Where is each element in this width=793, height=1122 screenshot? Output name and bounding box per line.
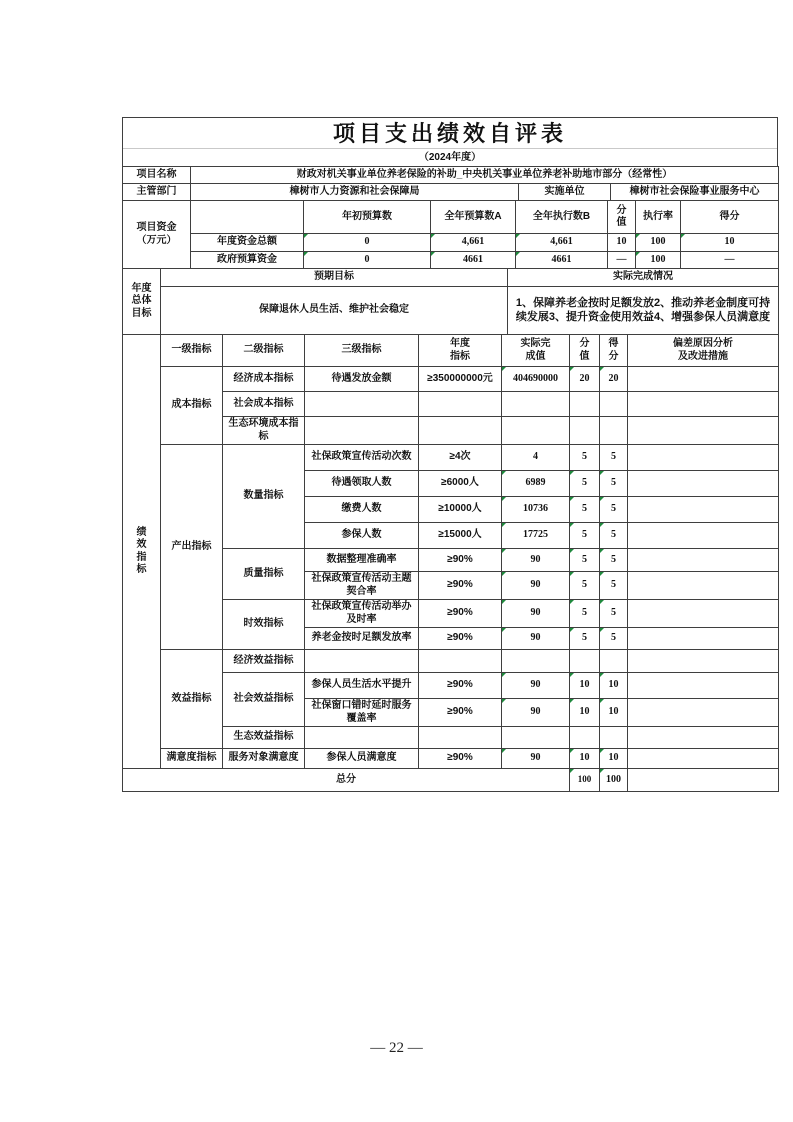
- cell-actual: 6989: [502, 471, 570, 497]
- funding-row-budget: 4661: [431, 252, 516, 269]
- cell-level2: 时效指标: [223, 600, 305, 650]
- cell-score: 5: [600, 600, 628, 628]
- cell-target: ≥6000人: [419, 471, 502, 497]
- cell-target: ≥90%: [419, 699, 502, 727]
- cell-level3: 养老金按时足额发放率: [305, 628, 419, 650]
- actual-completion-text: 1、保障养老金按时足额发放2、推动养老金制度可持续发展3、提升资金使用效益4、增强参保人员满意度: [508, 287, 779, 335]
- cell-points: 10: [570, 699, 600, 727]
- col-header-deviation: 偏差原因分析及改进措施: [628, 335, 779, 367]
- funding-row-name: 年度资金总额: [191, 234, 304, 252]
- funding-col-rate: 执行率: [636, 201, 681, 234]
- expected-goal-text: 保障退休人员生活、维护社会稳定: [161, 287, 508, 335]
- cell-points: 5: [570, 600, 600, 628]
- group-satisfaction: 满意度指标: [161, 749, 223, 769]
- cell-level3: 社保政策宣传活动次数: [305, 445, 419, 471]
- funding-sublabel-blank: [191, 201, 304, 234]
- cell-score: 5: [600, 572, 628, 600]
- funding-row-rate: 100: [636, 252, 681, 269]
- cell-level3: 参保人员满意度: [305, 749, 419, 769]
- cell-points: 10: [570, 749, 600, 769]
- cell-actual: 10736: [502, 497, 570, 523]
- indicator-row: [123, 650, 779, 673]
- cell-actual: 4: [502, 445, 570, 471]
- cell-points: 5: [570, 471, 600, 497]
- cell-deviation: [628, 471, 779, 497]
- cell-actual: 17725: [502, 523, 570, 549]
- cell-points: [570, 727, 600, 749]
- cell-level3: 社保窗口错时延时服务覆盖率: [305, 699, 419, 727]
- cell-level2: 生态效益指标: [223, 727, 305, 749]
- cell-level3: 缴费人数: [305, 497, 419, 523]
- actual-completion-header: 实际完成情况: [508, 269, 779, 287]
- col-header-points: 分值: [570, 335, 600, 367]
- cell-target: ≥90%: [419, 572, 502, 600]
- cell-level3: [305, 392, 419, 417]
- group-benefit: 效益指标: [161, 650, 223, 749]
- cell-level2: 社会成本指标: [223, 392, 305, 417]
- cell-deviation: [628, 367, 779, 392]
- total-deviation: [628, 769, 779, 792]
- cell-actual: 90: [502, 600, 570, 628]
- cell-level3: [305, 650, 419, 673]
- cell-score: 10: [600, 749, 628, 769]
- indicator-row: [123, 749, 779, 769]
- project-info-table: [122, 166, 779, 201]
- cell-actual: 90: [502, 749, 570, 769]
- cell-deviation: [628, 650, 779, 673]
- cell-points: [570, 392, 600, 417]
- col-header-level2: 二级指标: [223, 335, 305, 367]
- funding-table: [122, 200, 779, 269]
- funding-row-initial: 0: [304, 234, 431, 252]
- cell-deviation: [628, 392, 779, 417]
- cell-level2: 社会效益指标: [223, 673, 305, 727]
- cell-deviation: [628, 417, 779, 445]
- cell-score: 5: [600, 628, 628, 650]
- funding-row-initial: 0: [304, 252, 431, 269]
- funding-row-value: 10: [608, 234, 636, 252]
- impl-unit-label: 实施单位: [519, 184, 611, 201]
- cell-points: 5: [570, 628, 600, 650]
- cell-score: 10: [600, 673, 628, 699]
- cell-level3: 数据整理准确率: [305, 549, 419, 572]
- cell-target: ≥90%: [419, 628, 502, 650]
- cell-deviation: [628, 673, 779, 699]
- cell-score: [600, 727, 628, 749]
- cell-level2: 经济成本指标: [223, 367, 305, 392]
- performance-indicators-table: [122, 334, 779, 769]
- funding-row-exec: 4,661: [516, 234, 608, 252]
- col-header-actual-value: 实际完成值: [502, 335, 570, 367]
- cell-level2: 数量指标: [223, 445, 305, 549]
- page-title: 项目支出绩效自评表: [123, 118, 777, 149]
- total-score-table: [122, 768, 779, 792]
- funding-label: 项目资金（万元）: [123, 201, 191, 269]
- cell-score: 10: [600, 699, 628, 727]
- total-score: 100: [600, 769, 628, 792]
- cell-points: [570, 417, 600, 445]
- funding-row-value: —: [608, 252, 636, 269]
- cell-deviation: [628, 523, 779, 549]
- cell-level3: 参保人数: [305, 523, 419, 549]
- cell-target: ≥4次: [419, 445, 502, 471]
- cell-deviation: [628, 549, 779, 572]
- title-block: [122, 117, 778, 167]
- group-output: 产出指标: [161, 445, 223, 650]
- cell-points: 10: [570, 673, 600, 699]
- cell-target: [419, 417, 502, 445]
- cell-level2: 生态环境成本指标: [223, 417, 305, 445]
- cell-deviation: [628, 628, 779, 650]
- cell-actual: 90: [502, 699, 570, 727]
- cell-target: ≥10000人: [419, 497, 502, 523]
- cell-target: ≥90%: [419, 673, 502, 699]
- funding-row-budget: 4,661: [431, 234, 516, 252]
- funding-row-rate: 100: [636, 234, 681, 252]
- performance-side-label: 绩效指标: [123, 335, 161, 769]
- expected-goal-header: 预期目标: [161, 269, 508, 287]
- annual-goal-label: 年度总体目标: [123, 269, 161, 335]
- funding-col-budget: 全年预算数A: [431, 201, 516, 234]
- cell-level2: 服务对象满意度: [223, 749, 305, 769]
- cell-level3: 社保政策宣传活动主题契合率: [305, 572, 419, 600]
- cell-target: [419, 392, 502, 417]
- cell-target: ≥350000000元: [419, 367, 502, 392]
- page-number: — 22 —: [370, 1040, 423, 1056]
- funding-col-exec: 全年执行数B: [516, 201, 608, 234]
- cell-points: 5: [570, 497, 600, 523]
- project-name-label: 项目名称: [123, 167, 191, 184]
- cell-deviation: [628, 572, 779, 600]
- cell-deviation: [628, 600, 779, 628]
- funding-row-score: 10: [681, 234, 779, 252]
- cell-target: ≥90%: [419, 749, 502, 769]
- indicator-row: [123, 445, 779, 471]
- cell-target: [419, 650, 502, 673]
- funding-row-name: 政府预算资金: [191, 252, 304, 269]
- funding-row-score: —: [681, 252, 779, 269]
- cell-score: [600, 392, 628, 417]
- cell-score: [600, 650, 628, 673]
- group-cost: 成本指标: [161, 367, 223, 445]
- cell-score: [600, 417, 628, 445]
- annual-goal-table: [122, 268, 779, 335]
- cell-actual: 404690000: [502, 367, 570, 392]
- page-subtitle: （2024年度）: [418, 152, 482, 163]
- cell-score: 5: [600, 445, 628, 471]
- impl-unit-value: 樟树市社会保险事业服务中心: [611, 184, 779, 201]
- total-label: 总分: [123, 769, 570, 792]
- cell-score: 5: [600, 497, 628, 523]
- cell-actual: 90: [502, 673, 570, 699]
- cell-target: [419, 727, 502, 749]
- cell-deviation: [628, 749, 779, 769]
- cell-score: 5: [600, 523, 628, 549]
- cell-deviation: [628, 727, 779, 749]
- cell-points: 5: [570, 445, 600, 471]
- cell-level2: 质量指标: [223, 549, 305, 600]
- cell-actual: 90: [502, 572, 570, 600]
- cell-actual: [502, 392, 570, 417]
- cell-deviation: [628, 445, 779, 471]
- cell-deviation: [628, 497, 779, 523]
- cell-actual: [502, 727, 570, 749]
- cell-target: ≥90%: [419, 549, 502, 572]
- cell-points: [570, 650, 600, 673]
- cell-deviation: [628, 699, 779, 727]
- cell-actual: 90: [502, 628, 570, 650]
- funding-col-value: 分值: [608, 201, 636, 234]
- cell-actual: [502, 650, 570, 673]
- cell-target: ≥15000人: [419, 523, 502, 549]
- funding-col-initial: 年初预算数: [304, 201, 431, 234]
- cell-level3: [305, 417, 419, 445]
- cell-actual: [502, 417, 570, 445]
- cell-points: 5: [570, 549, 600, 572]
- cell-level3: 参保人员生活水平提升: [305, 673, 419, 699]
- dept-value: 樟树市人力资源和社会保障局: [191, 184, 519, 201]
- cell-points: 5: [570, 523, 600, 549]
- total-points: 100: [570, 769, 600, 792]
- indicator-row: [123, 367, 779, 392]
- project-name-value: 财政对机关事业单位养老保险的补助_中央机关事业单位养老补助地市部分（经常性）: [191, 167, 779, 184]
- cell-target: ≥90%: [419, 600, 502, 628]
- cell-score: 5: [600, 471, 628, 497]
- col-header-level3: 三级指标: [305, 335, 419, 367]
- cell-score: 20: [600, 367, 628, 392]
- funding-row-exec: 4661: [516, 252, 608, 269]
- cell-level3: 待遇领取人数: [305, 471, 419, 497]
- cell-points: 20: [570, 367, 600, 392]
- col-header-score: 得分: [600, 335, 628, 367]
- col-header-level1: 一级指标: [161, 335, 223, 367]
- cell-level2: 经济效益指标: [223, 650, 305, 673]
- cell-level3: 待遇发放金额: [305, 367, 419, 392]
- funding-col-score: 得分: [681, 201, 779, 234]
- dept-label: 主管部门: [123, 184, 191, 201]
- self-evaluation-table: [122, 117, 778, 792]
- cell-level3: 社保政策宣传活动举办及时率: [305, 600, 419, 628]
- cell-points: 5: [570, 572, 600, 600]
- cell-level3: [305, 727, 419, 749]
- cell-score: 5: [600, 549, 628, 572]
- col-header-annual-target: 年度指标: [419, 335, 502, 367]
- cell-actual: 90: [502, 549, 570, 572]
